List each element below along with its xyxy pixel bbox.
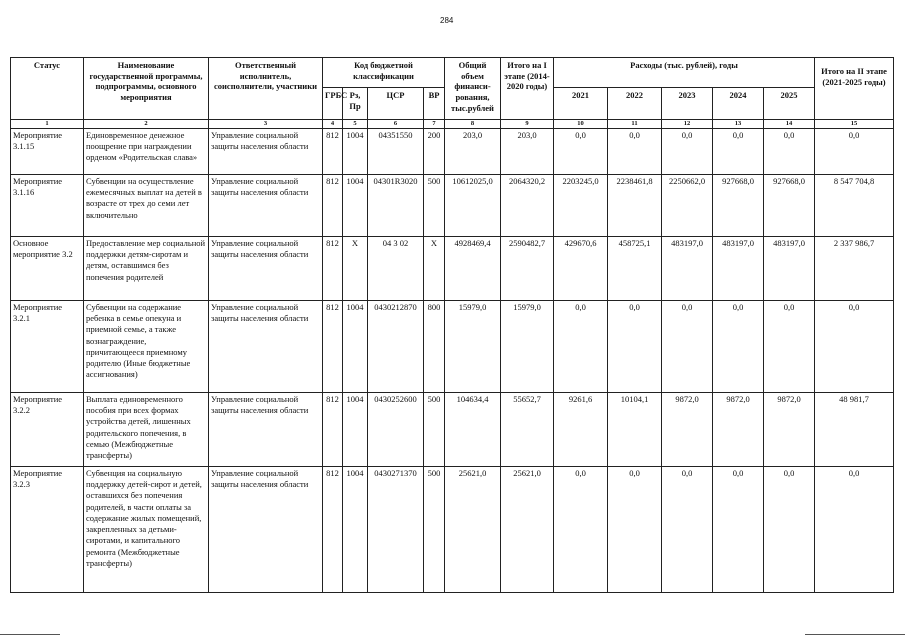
row-total: 10612025,0 <box>445 175 501 237</box>
row-stage1: 25621,0 <box>501 467 554 593</box>
row-status: Мероприятие 3.1.16 <box>11 175 84 237</box>
row-year-2022: 0,0 <box>608 467 662 593</box>
row-year-2021: 429670,6 <box>554 237 608 301</box>
row-executor: Управление социальной защиты населения области <box>209 175 323 237</box>
row-year-2025: 0,0 <box>764 301 815 393</box>
header-stage1: Итого на I этапе (2014-2020 годы) <box>501 58 554 120</box>
row-status: Мероприятие 3.1.15 <box>11 129 84 175</box>
table-row <box>11 393 894 467</box>
row-rzpr: Х <box>343 237 368 301</box>
row-year-2024: 927668,0 <box>713 175 764 237</box>
row-vr: 500 <box>424 175 445 237</box>
scan-edge-line <box>0 634 60 635</box>
row-year-2023: 2250662,0 <box>662 175 713 237</box>
col-number: 5 <box>343 120 368 129</box>
row-stage1: 2064320,2 <box>501 175 554 237</box>
row-executor: Управление социальной защиты населения области <box>209 129 323 175</box>
col-number: 9 <box>501 120 554 129</box>
header-year: 2021 <box>554 88 608 120</box>
row-vr: 800 <box>424 301 445 393</box>
row-grbs: 812 <box>323 301 343 393</box>
row-stage2: 2 337 986,7 <box>815 237 894 301</box>
row-total: 25621,0 <box>445 467 501 593</box>
row-csr: 04351550 <box>368 129 424 175</box>
header-name: Наименование государственной программы, подпрограммы, основного мероприятия <box>84 58 209 120</box>
row-total: 104634,4 <box>445 393 501 467</box>
header-executor: Ответственный исполнитель, соисполнители, участники <box>209 58 323 120</box>
row-year-2025: 0,0 <box>764 129 815 175</box>
table-row <box>11 129 894 175</box>
col-number: 14 <box>764 120 815 129</box>
row-stage2: 0,0 <box>815 129 894 175</box>
col-number: 8 <box>445 120 501 129</box>
header-year: 2025 <box>764 88 815 120</box>
header-year: 2023 <box>662 88 713 120</box>
row-rzpr: 1004 <box>343 467 368 593</box>
col-number: 10 <box>554 120 608 129</box>
row-grbs: 812 <box>323 175 343 237</box>
header-total-volume: Общий объем финанси-рования, тыс.рублей <box>445 58 501 120</box>
row-name: Субвенция на социальную поддержку детей-сирот и детей, оставшихся без попечения родителей, в части оплаты за содержание жилых помещений, закрепленных за детьми-сиротами, и капитального ремонта (Межбюджетные трансферты) <box>84 467 209 593</box>
row-year-2023: 0,0 <box>662 467 713 593</box>
row-stage2: 8 547 704,8 <box>815 175 894 237</box>
row-rzpr: 1004 <box>343 393 368 467</box>
row-year-2023: 0,0 <box>662 129 713 175</box>
row-csr: 0430271370 <box>368 467 424 593</box>
budget-table <box>10 57 894 593</box>
col-number: 11 <box>608 120 662 129</box>
row-year-2024: 483197,0 <box>713 237 764 301</box>
row-year-2021: 2203245,0 <box>554 175 608 237</box>
row-grbs: 812 <box>323 129 343 175</box>
row-year-2021: 0,0 <box>554 301 608 393</box>
row-year-2024: 0,0 <box>713 467 764 593</box>
col-number: 15 <box>815 120 894 129</box>
scan-edge-line <box>805 634 905 635</box>
row-year-2023: 9872,0 <box>662 393 713 467</box>
col-number: 7 <box>424 120 445 129</box>
row-name: Выплата единовременного пособия при всех формах устройства детей, лишенных родительского попечения, в семью (Межбюджетные трансферты) <box>84 393 209 467</box>
row-year-2022: 458725,1 <box>608 237 662 301</box>
row-year-2024: 0,0 <box>713 301 764 393</box>
row-stage1: 2590482,7 <box>501 237 554 301</box>
row-executor: Управление социальной защиты населения области <box>209 237 323 301</box>
header-budget-code: Код бюджетной классификации <box>323 58 445 88</box>
budget-table-sheet <box>10 57 893 593</box>
row-rzpr: 1004 <box>343 175 368 237</box>
row-csr: 0430252600 <box>368 393 424 467</box>
row-year-2025: 927668,0 <box>764 175 815 237</box>
row-year-2024: 0,0 <box>713 129 764 175</box>
row-year-2024: 9872,0 <box>713 393 764 467</box>
table-body <box>11 120 894 593</box>
row-csr: 04 3 02 <box>368 237 424 301</box>
table-row <box>11 301 894 393</box>
header-rzpr: Рз, Пр <box>343 88 368 120</box>
row-year-2021: 0,0 <box>554 129 608 175</box>
row-stage1: 203,0 <box>501 129 554 175</box>
col-number: 4 <box>323 120 343 129</box>
row-stage1: 15979,0 <box>501 301 554 393</box>
row-year-2022: 2238461,8 <box>608 175 662 237</box>
row-name: Субвенции на содержание ребенка в семье опекуна и приемной семье, а также вознаграждение, причитающееся приемному родителю (Иные бюджетные ассигнования) <box>84 301 209 393</box>
row-year-2023: 483197,0 <box>662 237 713 301</box>
page-number: 284 <box>440 16 454 25</box>
header-stage2: Итого на II этапе (2021-2025 годы) <box>815 58 894 120</box>
row-total: 4928469,4 <box>445 237 501 301</box>
header-year: 2024 <box>713 88 764 120</box>
col-number: 12 <box>662 120 713 129</box>
row-status: Основное мероприятие 3.2 <box>11 237 84 301</box>
row-year-2021: 0,0 <box>554 467 608 593</box>
column-number-row <box>11 120 894 129</box>
table-row <box>11 467 894 593</box>
header-status: Статус <box>11 58 84 120</box>
row-rzpr: 1004 <box>343 129 368 175</box>
row-grbs: 812 <box>323 393 343 467</box>
row-total: 15979,0 <box>445 301 501 393</box>
row-total: 203,0 <box>445 129 501 175</box>
col-number: 6 <box>368 120 424 129</box>
row-stage1: 55652,7 <box>501 393 554 467</box>
row-name: Единовременное денежное поощрение при награждении орденом «Родительская слава» <box>84 129 209 175</box>
row-status: Мероприятие 3.2.3 <box>11 467 84 593</box>
col-number: 13 <box>713 120 764 129</box>
header-grbs: ГРБС <box>323 88 343 120</box>
row-rzpr: 1004 <box>343 301 368 393</box>
table-row <box>11 175 894 237</box>
header-year: 2022 <box>608 88 662 120</box>
row-name: Субвенции на осуществление ежемесячных выплат на детей в возрасте от трех до семи лет включительно <box>84 175 209 237</box>
row-executor: Управление социальной защиты населения области <box>209 467 323 593</box>
row-status: Мероприятие 3.2.1 <box>11 301 84 393</box>
col-number: 3 <box>209 120 323 129</box>
row-executor: Управление социальной защиты населения области <box>209 301 323 393</box>
row-vr: Х <box>424 237 445 301</box>
row-year-2022: 0,0 <box>608 301 662 393</box>
row-vr: 500 <box>424 393 445 467</box>
row-year-2022: 0,0 <box>608 129 662 175</box>
row-status: Мероприятие 3.2.2 <box>11 393 84 467</box>
row-stage2: 0,0 <box>815 301 894 393</box>
row-year-2025: 0,0 <box>764 467 815 593</box>
row-csr: 0430212870 <box>368 301 424 393</box>
row-vr: 200 <box>424 129 445 175</box>
col-number: 1 <box>11 120 84 129</box>
row-year-2025: 483197,0 <box>764 237 815 301</box>
row-executor: Управление социальной защиты населения области <box>209 393 323 467</box>
header-expenses: Расходы (тыс. рублей), годы <box>554 58 815 88</box>
row-stage2: 0,0 <box>815 467 894 593</box>
row-vr: 500 <box>424 467 445 593</box>
col-number: 2 <box>84 120 209 129</box>
row-year-2023: 0,0 <box>662 301 713 393</box>
row-grbs: 812 <box>323 467 343 593</box>
header-vr: ВР <box>424 88 445 120</box>
row-year-2025: 9872,0 <box>764 393 815 467</box>
header-csr: ЦСР <box>368 88 424 120</box>
row-csr: 04301R3020 <box>368 175 424 237</box>
row-year-2021: 9261,6 <box>554 393 608 467</box>
row-year-2022: 10104,1 <box>608 393 662 467</box>
table-row <box>11 237 894 301</box>
row-name: Предоставление мер социальной поддержки детям-сиротам и детям, оставшимся без попечения родителей <box>84 237 209 301</box>
row-stage2: 48 981,7 <box>815 393 894 467</box>
row-grbs: 812 <box>323 237 343 301</box>
